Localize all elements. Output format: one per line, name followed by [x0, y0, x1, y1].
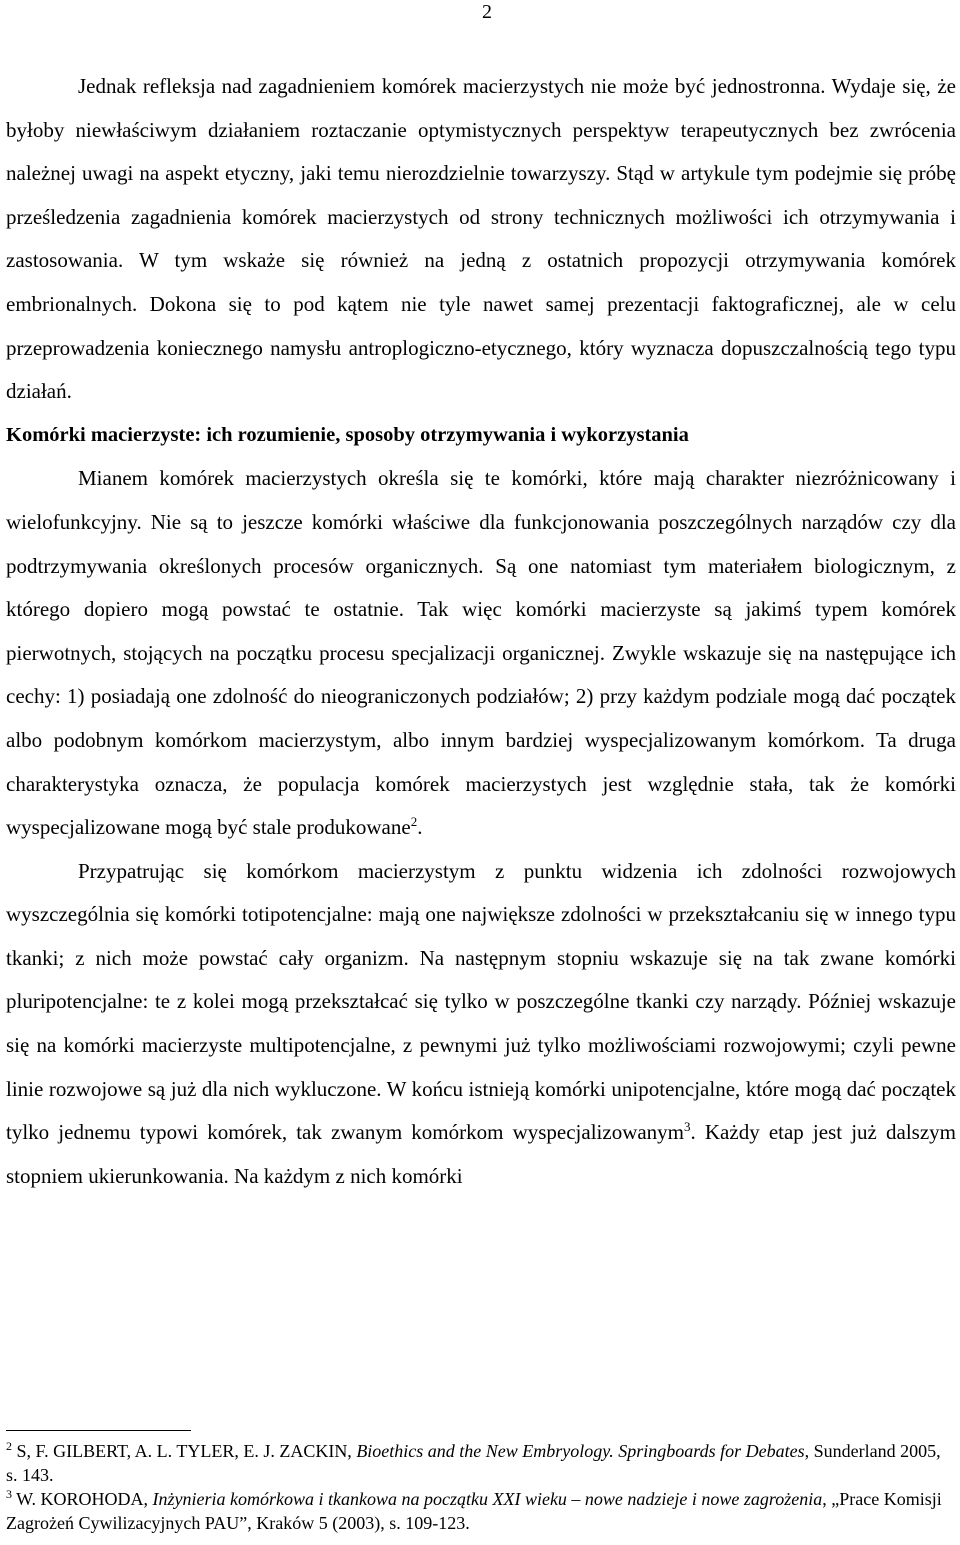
footnote-rest: , „Prace Komisji Zagrożeń Cywilizacyjnych PAU”, Kraków 5 (2003), s. 109-123.	[6, 1489, 942, 1533]
footnote-title: Bioethics and the New Embryology. Springboards for Debates	[356, 1441, 805, 1461]
section-paragraph-1	[6, 457, 956, 849]
footnote-ref-2[interactable]: 2	[410, 814, 418, 830]
document-body	[6, 65, 956, 1198]
footnote-3	[6, 1487, 956, 1535]
footnote-rest: , Sunderland 2005, s. 143.	[6, 1441, 941, 1485]
section-heading: Komórki macierzyste: ich rozumienie, sposoby otrzymywania i wykorzystania	[6, 423, 689, 446]
footnote-authors: S, F. GILBERT, A. L. TYLER, E. J. ZACKIN,	[12, 1441, 357, 1461]
footnote-authors: W. KOROHODA,	[12, 1489, 153, 1509]
page-number: 2	[482, 1, 492, 23]
footnote-ref-3[interactable]: 3	[684, 1119, 691, 1135]
footnote-2	[6, 1439, 956, 1487]
paragraph-2-text: Przypatrując się komórkom macierzystym z punktu widzenia ich zdolności rozwojowych wyszczególnia się komórki totipotencjalne: mają one największe zdolności w przekształcaniu się w innego typu tkanki; z nich może powstać cały organizm. Na następnym stopniu wskazuje się na tak zwane komórki pluripotencjalne: te z kolei mogą przekształcać się tylko w poszczególne tkanki czy narządy. Później wskazuje się na komórki macierzyste multipotencjalne, z pewnymi już tylko możliwościami rozwojowymi; czyli pewne linie rozwojowe są już dla nich wykluczone. W końcu istnieją komórki unipotencjalne, które mogą dać początek tylko jednemu typowi komórek, tak zwanym komórkom wyspecjalizowanym	[6, 858, 956, 1145]
intro-paragraph: Jednak refleksja nad zagadnieniem komórek macierzystych nie może być jednostronna. Wydaje się, że byłoby niewłaściwym działaniem roztaczanie optymistycznych perspektyw terapeutycznych bez zwrócenia należnej uwagi na aspekt etyczny, jaki temu nierozdzielnie towarzyszy. Stąd w artykule tym podejmie się próbę prześledzenia zagadnienia komórek macierzystych od strony technicznych możliwości ich otrzymywania i zastosowania. W tym wskaże się również na jedną z ostatnich propozycji otrzymywania komórek embrionalnych. Dokona się to pod kątem nie tyle nawet samej prezentacji faktograficznej, ale w celu przeprowadzenia koniecznego namysłu antroplogiczno-etycznego, który wyznacza dopuszczalnością tego typu działań.	[6, 74, 956, 404]
section-paragraph-2	[6, 850, 956, 1199]
footnote-title: Inżynieria komórkowa i tkankowa na początku XXI wieku – nowe nadzieje i nowe zagrożenia	[152, 1489, 823, 1509]
footnote-number: 3	[6, 1487, 12, 1501]
paragraph-1-text: Mianem komórek macierzystych określa się te komórki, które mają charakter niezróżnicowany i wielofunkcyjny. Nie są to jeszcze komórki właściwe dla funkcjonowania poszczególnych narządów czy dla podtrzymywania określonych procesów organicznych. Są one natomiast tym materiałem biologicznym, z którego dopiero mogą powstać te ostatnie. Tak więc komórki macierzyste są jakimś typem komórek pierwotnych, stojących na początku procesu specjalizacji organicznej. Zwykle wskazuje się na następujące ich cechy: 1) posiadają one zdolność do nieograniczonych podziałów; 2) przy każdym podziale mogą dać początek albo podobnym komórkom macierzystym, albo innym bardziej wyspecjalizowanym komórkom. Ta druga charakterystyka oznacza, że populacja komórek macierzystych jest względnie stała, tak że komórki wyspecjalizowane mogą być stale produkowane	[6, 466, 956, 840]
footnotes	[6, 1430, 956, 1535]
paragraph-2-end: . Każdy etap jest już dalszym stopniem ukierunkowania. Na każdym z nich komórki	[6, 1120, 956, 1188]
paragraph-1-end: .	[417, 815, 423, 840]
footnote-number: 2	[6, 1439, 12, 1453]
footnote-divider	[6, 1430, 191, 1431]
